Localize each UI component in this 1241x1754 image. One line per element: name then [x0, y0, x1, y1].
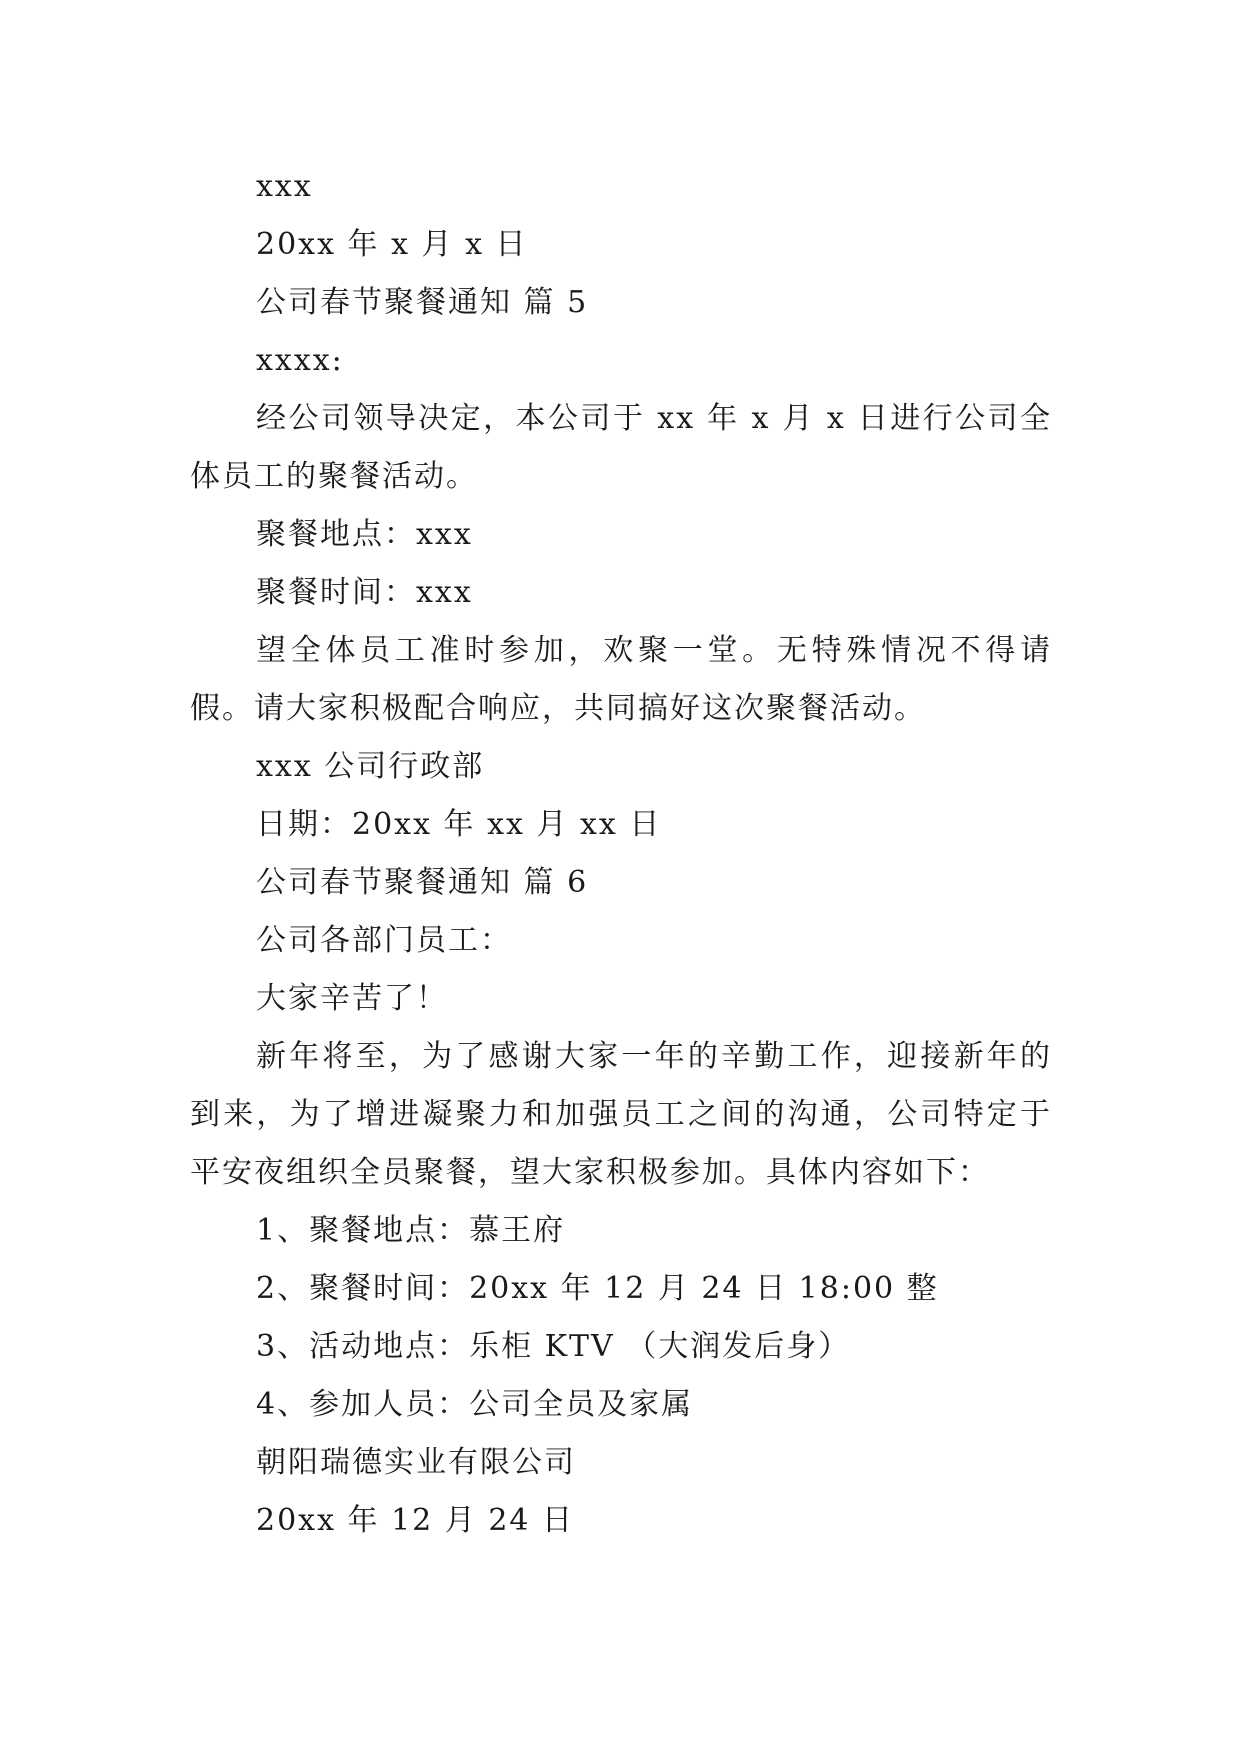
paragraph-decision: 经公司领导决定，本公司于 xx 年 x 月 x 日进行公司全体员工的聚餐活动。 [190, 401, 1052, 494]
greeting: 大家辛苦了！ [256, 981, 448, 1016]
issuer-department: xxx 公司行政部 [256, 749, 485, 784]
list-item-location: 1、聚餐地点：慕王府 [256, 1213, 566, 1248]
list-item-time: 2、聚餐时间：20xx 年 12 月 24 日 18:00 整 [256, 1271, 939, 1306]
closing-date: 20xx 年 12 月 24 日 [256, 1503, 575, 1538]
list-item-activity-location: 3、活动地点：乐柜 KTV （大润发后身） [256, 1329, 851, 1364]
paragraph-new-year: 新年将至，为了感谢大家一年的辛勤工作，迎接新年的到来，为了增进凝聚力和加强员工之间的沟通，公司特定于平安夜组织全员聚餐，望大家积极参加。具体内容如下： [190, 1039, 1052, 1190]
signature-date: 20xx 年 x 月 x 日 [256, 227, 528, 262]
dinner-location: 聚餐地点：xxx [256, 517, 473, 552]
salutation: xxxx: [256, 343, 344, 378]
dinner-time: 聚餐时间：xxx [256, 575, 473, 610]
paragraph-attendance: 望全体员工准时参加，欢聚一堂。无特殊情况不得请假。请大家积极配合响应，共同搞好这次聚餐活动。 [190, 633, 1052, 726]
company-name: 朝阳瑞德实业有限公司 [256, 1445, 576, 1480]
salutation-departments: 公司各部门员工： [256, 923, 512, 958]
list-item-participants: 4、参加人员：公司全员及家属 [256, 1387, 694, 1422]
document-body [190, 158, 1052, 1550]
notice-title-5: 公司春节聚餐通知 篇 5 [256, 285, 589, 320]
notice-title-6: 公司春节聚餐通知 篇 6 [256, 865, 589, 900]
signature-name: xxx [256, 169, 313, 204]
issue-date: 日期：20xx 年 xx 月 xx 日 [256, 807, 662, 842]
